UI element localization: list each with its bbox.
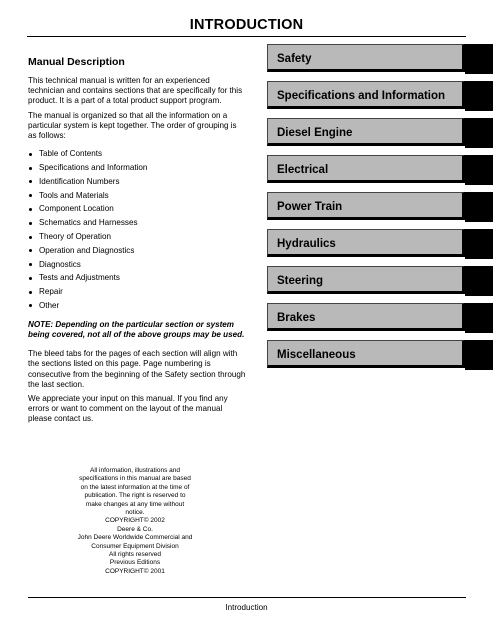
copyright-line: Consumer Equipment Division xyxy=(91,542,179,550)
bleed-tab xyxy=(465,155,493,185)
group-item: Schematics and Harnesses xyxy=(28,218,246,232)
group-item: Repair xyxy=(28,287,246,301)
tab-box xyxy=(267,192,465,220)
footer-divider xyxy=(28,597,466,598)
tab-box xyxy=(267,155,465,183)
tab-label: Electrical xyxy=(277,164,329,176)
organization-paragraph: The manual is organized so that all the information on a particular system is kept together. The order of grouping is as follows: xyxy=(28,110,237,141)
tab-box xyxy=(267,81,465,109)
section-tab-safety[interactable] xyxy=(267,44,493,81)
tab-label: Safety xyxy=(277,53,312,65)
section-tab-hydraulics[interactable] xyxy=(267,229,493,266)
group-item: Operation and Diagnostics xyxy=(28,246,246,260)
copyright-line: John Deere Worldwide Commercial and xyxy=(77,534,193,542)
copyright-line: All rights reserved xyxy=(108,551,162,559)
tab-label: Miscellaneous xyxy=(277,349,356,361)
tab-label: Specifications and Information xyxy=(277,90,446,102)
group-item: Theory of Operation xyxy=(28,232,246,246)
bleed-tab xyxy=(465,229,493,259)
bleed-tab xyxy=(465,118,493,148)
tab-box xyxy=(267,118,465,146)
tab-label: Brakes xyxy=(277,312,316,324)
group-item: Specifications and Information xyxy=(28,163,246,177)
section-tab-brakes[interactable] xyxy=(267,303,493,340)
copyright-line: All information, illustrations and xyxy=(90,467,180,474)
group-item: Table of Contents xyxy=(28,149,246,163)
section-tabs xyxy=(267,44,493,377)
bleed-tabs-paragraph: The bleed tabs for the pages of each section will align with the sections listed on this page. Page numbering is consecutive from the beginning of the Safety section through the last section. xyxy=(28,349,246,389)
page-title: INTRODUCTION xyxy=(189,17,304,33)
bleed-tab xyxy=(465,303,493,333)
tab-label: Power Train xyxy=(277,201,343,213)
copyright-line: on the latest information at the time of xyxy=(80,483,190,491)
tab-box xyxy=(267,340,465,368)
copyright-line: Previous Editions xyxy=(109,559,161,567)
title-divider xyxy=(27,36,466,37)
section-tab-steering[interactable] xyxy=(267,266,493,303)
bleed-tab xyxy=(465,192,493,222)
section-tab-diesel-engine[interactable] xyxy=(267,118,493,155)
tab-box xyxy=(267,303,465,331)
section-tab-specifications[interactable] xyxy=(267,81,493,118)
copyright-line: COPYRIGHT© 2002 xyxy=(105,517,165,525)
tab-label: Diesel Engine xyxy=(277,127,353,139)
copyright-line: Deere & Co. xyxy=(117,525,153,533)
group-item: Identification Numbers xyxy=(28,177,246,191)
group-item: Component Location xyxy=(28,204,246,218)
section-tab-miscellaneous[interactable] xyxy=(267,340,493,377)
group-item: Diagnostics xyxy=(28,260,246,274)
bleed-tab xyxy=(465,266,493,296)
group-list xyxy=(28,149,246,315)
copyright-line: specifications in this manual are based xyxy=(79,475,191,483)
group-item: Tests and Adjustments xyxy=(28,273,246,287)
note-text: NOTE: Depending on the particular section or system being covered, not all of the above groups may be used. xyxy=(28,319,245,339)
section-tab-power-train[interactable] xyxy=(267,192,493,229)
group-item: Other xyxy=(28,301,246,315)
group-item: Tools and Materials xyxy=(28,191,246,205)
tab-box xyxy=(267,229,465,257)
copyright-line: notice. xyxy=(125,509,145,517)
tab-label: Hydraulics xyxy=(277,238,336,250)
bleed-tab xyxy=(465,340,493,370)
tab-box xyxy=(267,266,465,294)
bleed-tab xyxy=(465,44,493,74)
copyright-line: make changes at any time without xyxy=(85,500,185,508)
bleed-tab xyxy=(465,81,493,111)
feedback-paragraph: We appreciate your input on this manual. If you find any errors or want to comment on the layout of the manual please contact us. xyxy=(28,394,228,424)
copyright-notice xyxy=(70,467,200,576)
copyright-line: COPYRIGHT© 2001 xyxy=(105,567,165,575)
tab-label: Steering xyxy=(277,275,324,287)
copyright-line: publication. The right is reserved to xyxy=(84,492,186,500)
intro-paragraph: This technical manual is written for an experienced technician and contains sections that are specifically for this product. It is a part of a total product support program. xyxy=(28,76,243,106)
section-tab-electrical[interactable] xyxy=(267,155,493,192)
section-heading: Manual Description xyxy=(28,56,125,68)
tab-box xyxy=(267,44,465,72)
manual-description-column xyxy=(28,56,246,429)
page-footer: Introduction xyxy=(225,603,268,612)
